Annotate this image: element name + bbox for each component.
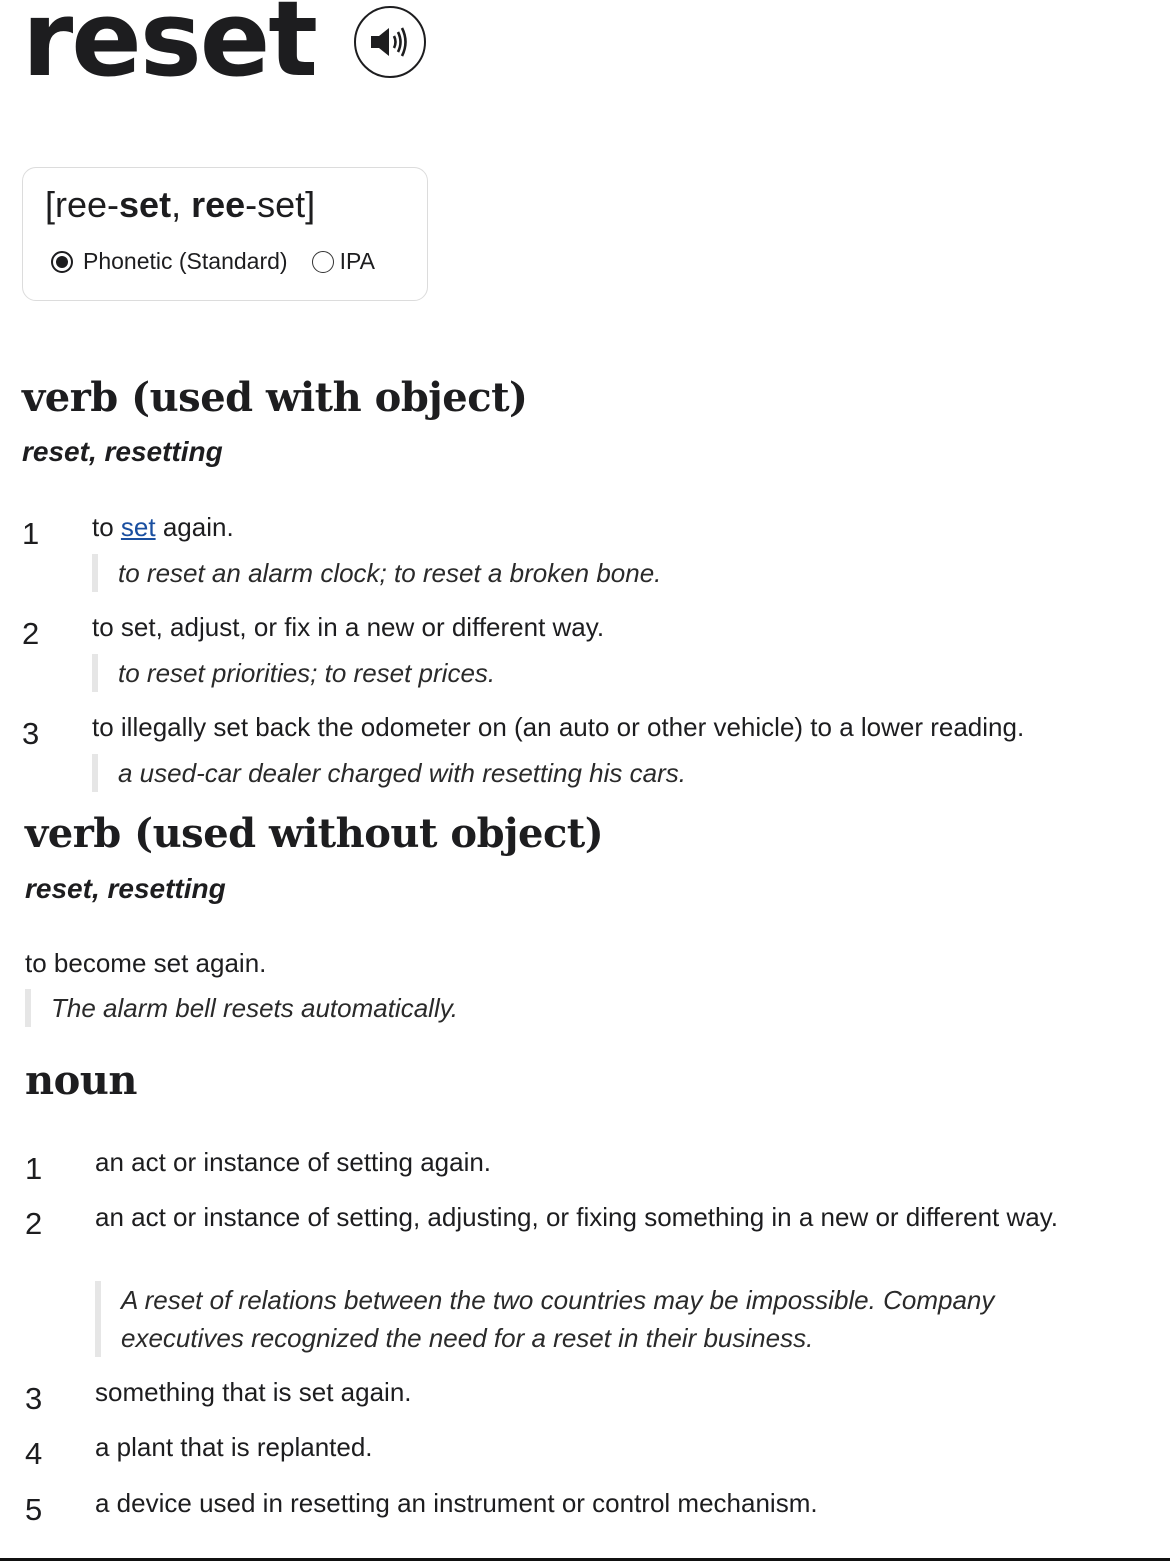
example-text: to reset priorities; to reset prices.: [92, 654, 495, 692]
ipa-label[interactable]: IPA: [339, 248, 375, 274]
definition-text: something that is set again.: [95, 1377, 412, 1407]
definition-text: to illegally set back the odometer on (an auto or other vehicle) to a lower reading.: [92, 712, 1025, 742]
definition-number: 1: [22, 516, 40, 551]
definition-number: 3: [22, 716, 40, 751]
phonetic-radio[interactable]: [51, 251, 73, 273]
example-text: a used-car dealer charged with resetting his cars.: [92, 754, 686, 792]
pronunciation-text: [ree-set, ree-set]: [45, 184, 316, 225]
definition-number: 3: [25, 1381, 43, 1416]
inflected-forms: reset, resetting: [22, 436, 223, 467]
example-text: to reset an alarm clock; to reset a broken bone.: [92, 554, 661, 592]
definition-text: an act or instance of setting again.: [95, 1147, 492, 1177]
pronunciation-box: [22, 167, 428, 301]
definition-text: a device used in resetting an instrument or control mechanism.: [95, 1488, 818, 1518]
pronunciation-options: [51, 248, 375, 275]
section-title-noun: noun: [25, 1057, 137, 1104]
set-link[interactable]: set: [120, 512, 156, 542]
headword-row: [22, 0, 426, 100]
definition-number: 2: [25, 1206, 43, 1241]
example-text: The alarm bell resets automatically.: [25, 989, 458, 1027]
definition-number: 1: [25, 1151, 43, 1186]
definition-text: a plant that is replanted.: [95, 1432, 373, 1462]
ipa-radio[interactable]: [312, 251, 334, 273]
inflected-forms: reset, resetting: [25, 873, 226, 904]
example-text: A reset of relations between the two countries may be impossible. Company executives recognized the need for a reset in their business.: [95, 1281, 1105, 1357]
definition-text: to become set again.: [25, 948, 267, 978]
headword: reset: [22, 0, 316, 100]
definition-number: 5: [25, 1492, 43, 1527]
definition-text: an act or instance of setting, adjusting, or fixing something in a new or different way.: [95, 1202, 1059, 1232]
definition-text: to set again.: [92, 512, 234, 542]
bottom-divider: [0, 1558, 1170, 1561]
definition-text: to set, adjust, or fix in a new or different way.: [92, 612, 605, 642]
phonetic-label[interactable]: Phonetic (Standard): [83, 248, 288, 274]
definition-number: 2: [22, 616, 40, 651]
definition-number: 4: [25, 1436, 43, 1471]
audio-button[interactable]: [354, 6, 426, 78]
section-title-verb-transitive: verb (used with object): [22, 374, 528, 421]
speaker-icon: [368, 24, 412, 60]
section-title-verb-intransitive: verb (used without object): [25, 810, 604, 857]
